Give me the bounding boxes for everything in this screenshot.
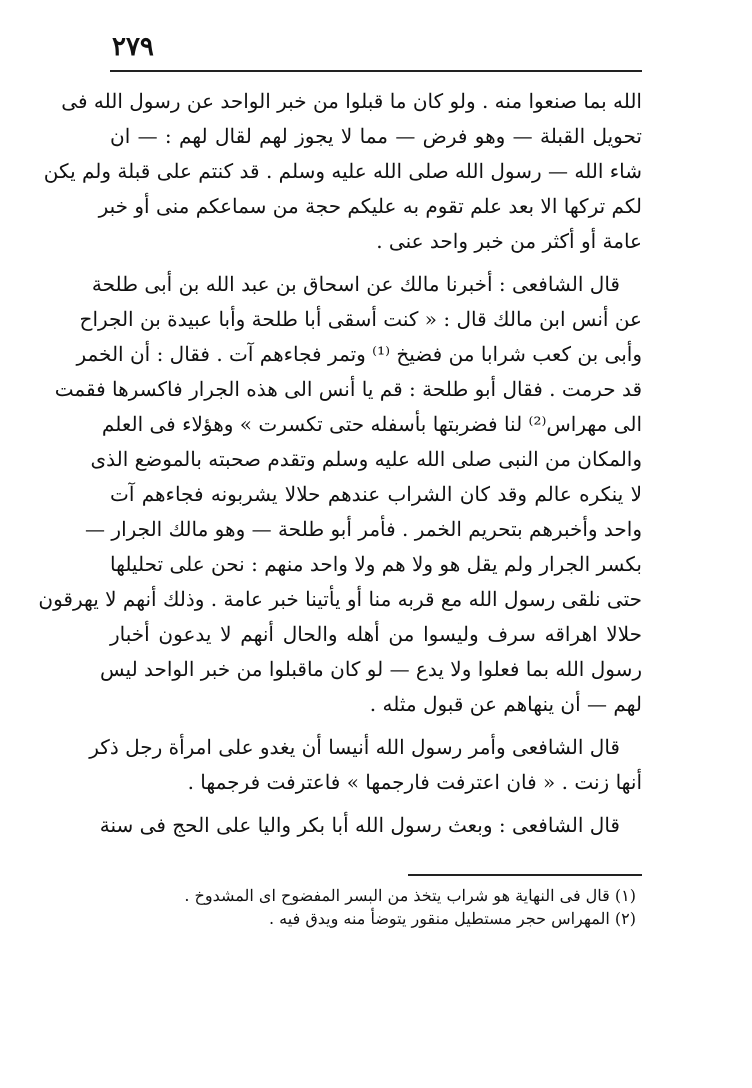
text-line: رسول الله بما فعلوا ولا يدع — لو كان ماقبلوا من خبر الواحد ليس [100,657,642,681]
header-rule [110,70,642,72]
text-line: بكسر الجرار ولم يقل هو ولا هم ولا واحد منهم : نحن على تحليلها [110,552,642,576]
text-line: قال الشافعى وأمر رسول الله أنيسا أن يغدو على امرأة رجل ذكر [89,735,620,759]
paragraph-gap [110,259,642,267]
text-line: لكم تركها الا بعد علم تقوم به عليكم حجة من سماعكم منى أو خبر [98,194,642,218]
text-line: أنها زنت . « فان اعترفت فارجمها » فاعترفت فرجمها . [187,770,642,794]
footnote-1: (١) قال فى النهاية هو شراب يتخذ من البسر المفضوح اى المشدوخ . [184,886,636,905]
text-line: عامة أو أكثر من خبر واحد عنى . [376,229,642,253]
paragraph-4 [99,808,642,843]
text-line: لا ينكره عالم وقد كان الشراب عندهم حلالا يشربونه فجاءهم آت [110,482,642,506]
paragraph-2 [38,267,642,722]
text-line: حلالا اهراقه سرف وليسوا من أهله والحال أنهم لا يدعون أخبار [110,622,642,646]
footnote-2: (٢) المهراس حجر مستطيل منقور يتوضأ منه ويدق فيه . [269,909,636,928]
text-line: لهم — أن ينهاهم عن قبول مثله . [369,692,642,716]
text-line: عن أنس ابن مالك قال : « كنت أسقى أبا طلحة وأبا عبيدة بن الجراح [79,307,642,331]
footnotes [110,884,642,930]
text-line: واحد وأخبرهم بتحريم الخمر . فأمر أبو طلحة — وهو مالك الجرار — [85,517,642,541]
paragraph-gap [110,722,642,730]
paragraph-3 [89,730,642,800]
text-line: الى مهراس⁽²⁾ لنا فضربتها بأسفله حتى تكسرت » وهؤلاء فى العلم [101,412,642,436]
body-text [38,84,642,843]
text-line: تحويل القبلة — وهو فرض — مما لا يجوز لهم لقال لهم : — ان [110,124,642,148]
paragraph-gap [110,800,642,808]
text-line: وأبى بن كعب شرابا من فضيخ ⁽¹⁾ وتمر فجاءهم آت . فقال : أن الخمر [76,342,642,366]
text-line: قال الشافعى : أخبرنا مالك عن اسحاق بن عبد الله بن أبى طلحة [91,272,620,296]
page-number: ٢٧٩ [112,32,154,62]
text-line: الله بما صنعوا منه . ولو كان ما قبلوا من خبر الواحد عن رسول الله فى [61,89,642,113]
paragraph-1 [43,84,642,259]
text-line: قد حرمت . فقال أبو طلحة : قم يا أنس الى هذه الجرار فاكسرها فقمت [54,377,642,401]
footnote-rule [408,874,642,876]
text-line: قال الشافعى : وبعث رسول الله أبا بكر واليا على الحج فى سنة [99,813,620,837]
text-line: حتى نلقى رسول الله مع قربه منا أو يأتينا خبر عامة . وذلك أنهم لا يهرقون [38,587,642,611]
text-line: والمكان من النبى صلى الله عليه وسلم وتقدم صحبته بالموضع الذى [90,447,642,471]
text-line: شاء الله — رسول الله صلى الله عليه وسلم . قد كنتم على قبلة ولم يكن [43,159,642,183]
